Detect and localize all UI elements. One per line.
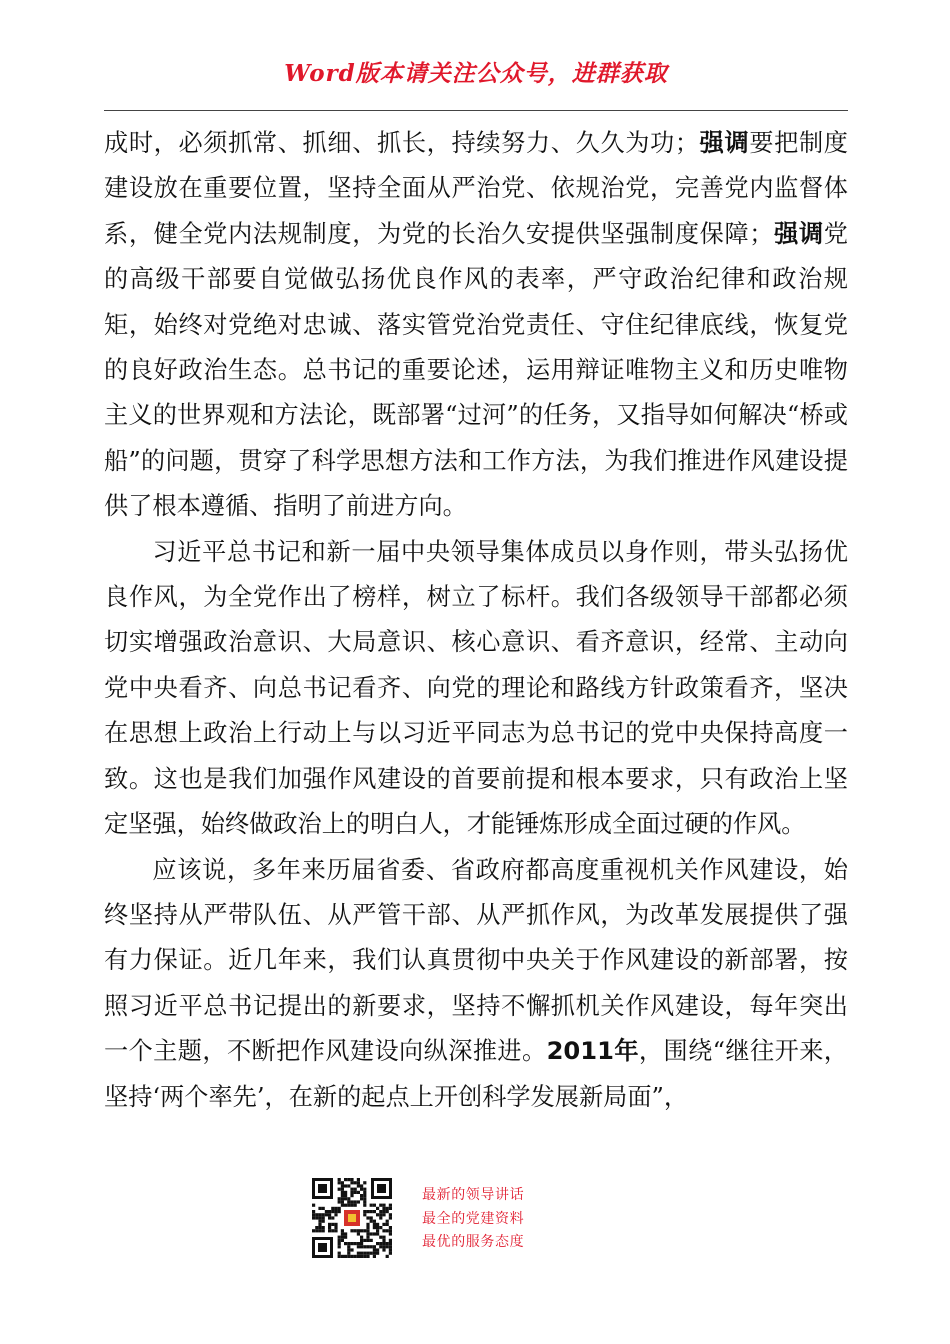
slogan-line: 最全的党建资料 — [422, 1210, 525, 1227]
paragraph-run: 习近平总书记和新一届中央领导集体成员以身作则，带头弘扬优良作风，为全党作出了榜样，树立了标杆。我们各级领导干部都必须切实增强政治意识、大局意识、核心意识、看齐意识，经常、主动向党中央看齐、向总书记看齐、向党的理论和路线方针政策看齐，坚决在思想上政治上行动上与以习近平同志为总书记的党中央保持高度一致。这也是我们加强作风建设的首要前提和根本要求，只有政治上坚定坚强，始终做政治上的明白人，才能锤炼形成全面过硬的作风。 — [104, 537, 848, 839]
header-divider — [104, 110, 848, 111]
qr-code-icon — [310, 1176, 394, 1260]
slogan-line: 最新的领导讲话 — [422, 1187, 525, 1203]
page-footer — [310, 1176, 630, 1268]
paragraph-run: ，围绕“继往开来，坚持‘两个率先’，在新的起点上开创科学发展新局面”， — [104, 1037, 848, 1111]
paragraph-run: 应该说，多年来历届省委、省政府都高度重视机关作风建设，始终坚持从严带队伍、从严管干部、从严抓作风，为改革发展提供了强有力保证。近几年来，我们认真贯彻中央关于作风建设的新部署，按照习近平总书记提出的新要求，坚持不懈抓机关作风建设，每年突出一个主题，不断把作风建设向纵深推进。 — [104, 855, 848, 1066]
slogan-line: 最优的服务态度 — [422, 1234, 525, 1250]
bold-year: 2011年 — [546, 1037, 639, 1066]
paragraph-1 — [104, 121, 848, 530]
paragraph-2 — [104, 530, 848, 848]
bold-keyword: 强调 — [699, 129, 750, 157]
paragraph-run: 党的高级干部要自觉做弘扬优良作风的表率，严守政治纪律和政治规矩，始终对党绝对忠诚、落实管党治党责任、守住纪律底线，恢复党的良好政治生态。总书记的重要论述，运用辩证唯物主义和历史唯物主义的世界观和方法论，既部署“过河”的任务，又指导如何解决“桥或船”的问题，贯穿了科学思想方法和工作方法，为我们推进作风建设提供了根本遵循、指明了前进方向。 — [104, 219, 848, 521]
bold-keyword: 强调 — [773, 219, 824, 248]
paragraph-run: 要把制度建设放在重要位置，坚持全面从严治党、依规治党，完善党内监督体系，健全党内法规制度，为党的长治久安提供坚强制度保障； — [104, 129, 848, 248]
document-body — [104, 121, 848, 1120]
paragraph-run: 成时，必须抓常、抓细、抓长，持续努力、久久为功； — [104, 129, 700, 157]
page-header-title: Word版本请关注公众号，进群获取 — [284, 60, 668, 87]
footer-slogans — [422, 1184, 524, 1255]
paragraph-3 — [104, 848, 848, 1120]
